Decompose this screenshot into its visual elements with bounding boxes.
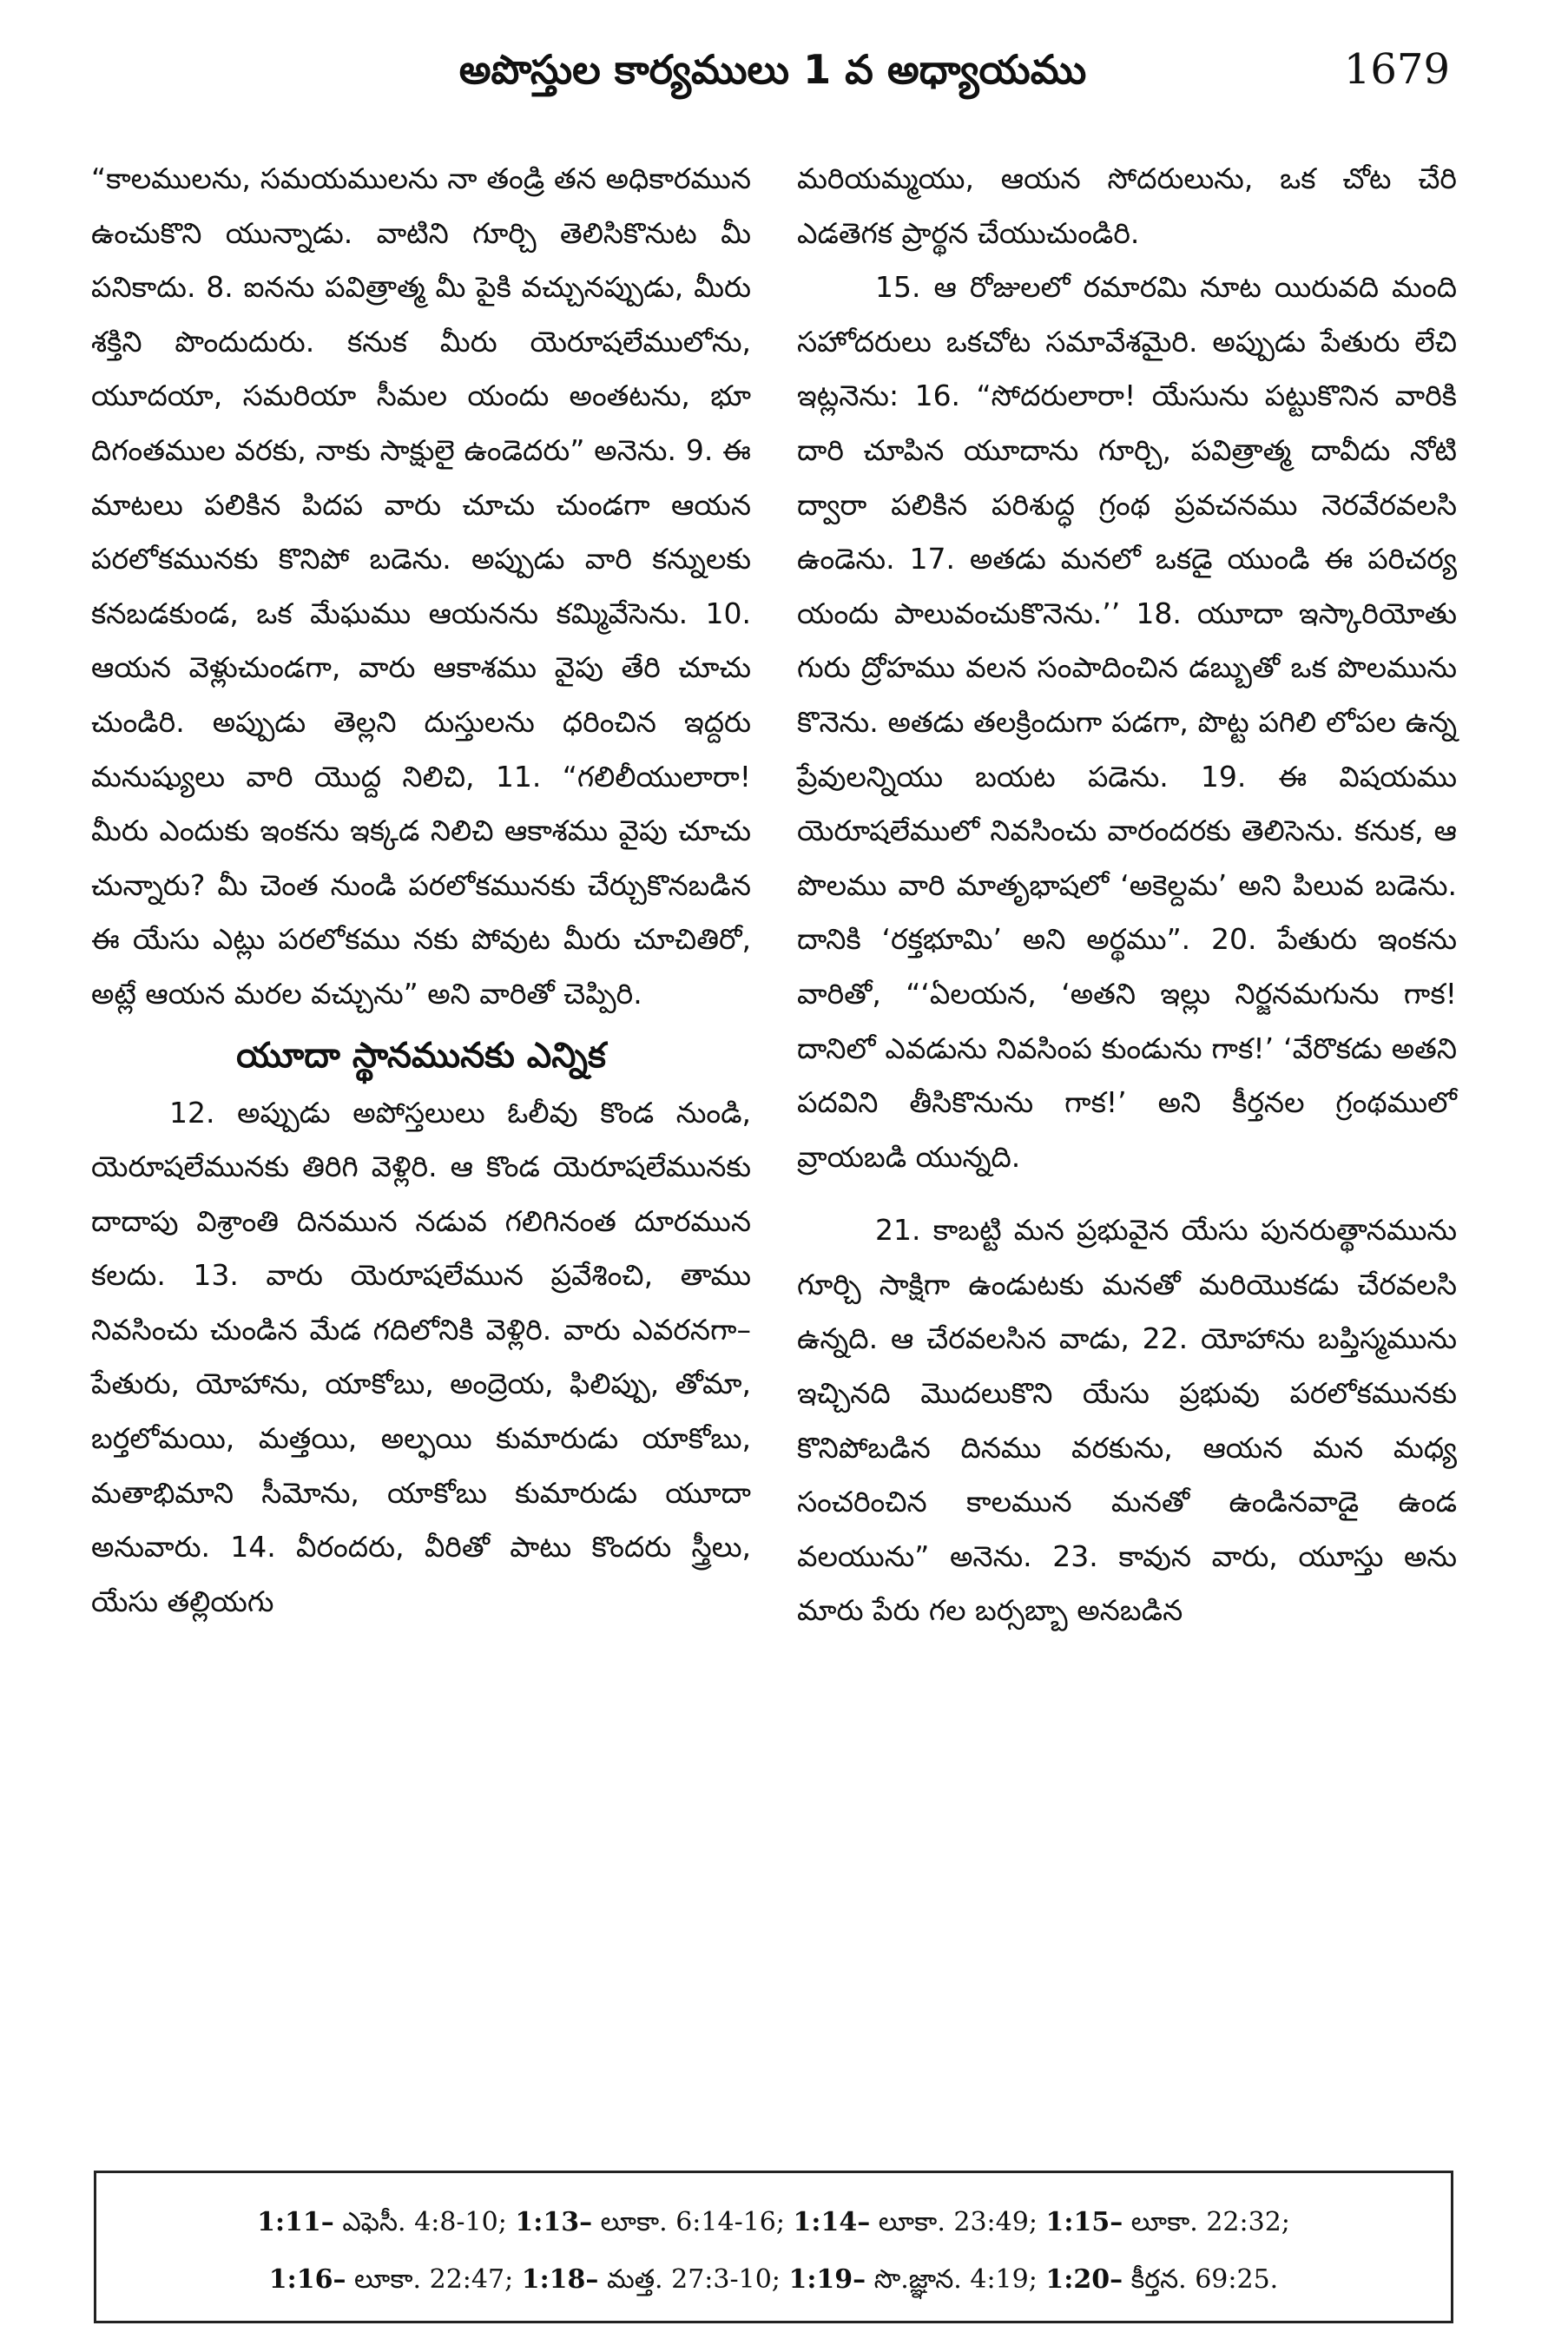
footnote-ref: 1:11– [257,2207,334,2237]
footnote-ref: 1:14– [793,2207,871,2237]
section-heading: యూదా స్థానమునకు ఎన్నిక [236,1035,606,1076]
footnote-text: ఎఫెసీ. 4:8-10; [333,2207,516,2237]
page-number: 1679 [1343,45,1450,94]
footnote-text: మత్త. 27:3-10; [598,2264,789,2295]
footnote-ref: 1:20– [1045,2264,1123,2295]
footnote-ref: 1:15– [1045,2207,1123,2237]
footnote-text: లూకా. 6:14-16; [592,2207,794,2237]
left-column [91,152,751,1629]
paragraph: 12. అప్పుడు అపోస్తలులు ఓలీవు కొండ నుండి, యెరూషలేమునకు తిరిగి వెళ్లిరి. ఆ కొండ యెరూషలేమునకు దాదాపు విశ్రాంతి దినమున నడువ గలిగినంత దూరమున కలదు. 13. వారు యెరూషలేమున ప్రవేశించి, తాము నివసించు చుండిన మేడ గదిలోనికి వెళ్లిరి. వారు ఎవరనగా– పేతురు, యోహాను, యాకోబు, అంద్రెయ, ఫిలిప్పు, తోమా, బర్తలోమయి, మత్తయి, అల్ఫయి కుమారుడు యాకోబు, మతాభిమాని సీమోను, యాకోబు కుమారుడు యూదా అనువారు. 14. వీరందరు, వీరితో పాటు కొందరు స్త్రీలు, యేసు తల్లియగు [91,1095,751,1618]
right-column [797,152,1457,1638]
footnote-text: లూకా. 22:32; [1123,2207,1290,2237]
footnote-ref: 1:19– [788,2264,866,2295]
page-header [96,35,1450,113]
footnote-line [96,2251,1451,2309]
footnote-text: లూకా. 22:47; [346,2264,522,2295]
footnote-ref: 1:13– [515,2207,593,2237]
footnote-box [94,2171,1453,2323]
footnote-ref: 1:16– [268,2264,346,2295]
footnote-text: కీర్తన. 69:25. [1123,2264,1279,2295]
footnote-line [96,2194,1451,2251]
paragraph-gap [797,1184,1457,1203]
paragraph: 15. ఆ రోజులలో రమారమి నూట యిరువది మంది సహోదరులు ఒకచోట సమావేశమైరి. అప్పుడు పేతురు లేచి ఇట్లనెను: 16. “సోదరులారా! యేసును పట్టుకొనిన వారికి దారి చూపిన యూదాను గూర్చి, పవిత్రాత్మ దావీదు నోటి ద్వారా పలికిన పరిశుద్ధ గ్రంథ ప్రవచనము నెరవేరవలసి ఉండెను. 17. అతడు మనలో ఒకడై యుండి ఈ పరిచర్య యందు పాలువంచుకొనెను.’’ 18. యూదా ఇస్కారియోతు గురు ద్రోహము వలన సంపాదించిన డబ్బుతో ఒక పొలమును కొనెను. అతడు తలక్రిందుగా పడగా, పొట్ట పగిలి లోపల ఉన్న ప్రేవులన్నియు బయట పడెను. 19. ఈ విషయము యెరూషలేములో నివసించు వారందరకు తెలిసెను. కనుక, ఆ పొలము వారి మాతృభాషలో ‘అకెల్దమ’ అని పిలువ బడెను. దానికి ‘రక్తభూమి’ అని అర్థము”. 20. పేతురు ఇంకను వారితో, “‘ఏలయన, ‘అతని ఇల్లు నిర్జనమగును గాక! దానిలో ఎవడును నివసింప కుండును గాక!’ ‘వేరొకడు అతని పదవిని తీసికొనును గాక!’ అని కీర్తనల గ్రంథములో వ్రాయబడి యున్నది. [797,270,1457,1174]
paragraph: 21. కాబట్టి మన ప్రభువైన యేసు పునరుత్థానమును గూర్చి సాక్షిగా ఉండుటకు మనతో మరియొకడు చేరవలసి ఉన్నది. ఆ చేరవలసిన వాడు, 22. యోహాను బప్తిస్మమును ఇచ్చినది మొదలుకొని యేసు ప్రభువు పరలోకమునకు కొనిపోబడిన దినము వరకును, ఆయన మన మధ్య సంచరించిన కాలమున మనతో ఉండినవాడై ఉండ వలయును” అనెను. 23. కావున వారు, యూస్తు అను మారు పేరు గల బర్సబ్బా అనబడిన [797,1213,1457,1628]
footnote-text: సొ.జ్ఞాన. 4:19; [866,2264,1046,2295]
footnote-ref: 1:18– [521,2264,599,2295]
running-title: అపొస్తుల కార్యములు 1 వ అధ్యాయము [458,46,1087,93]
footnote-text: లూకా. 23:49; [870,2207,1046,2237]
paragraph: మరియమ్మయు, ఆయన సోదరులును, ఒక చోట చేరి ఎడతెగక ప్రార్థన చేయుచుండిరి. [797,161,1457,250]
paragraph: “కాలములను, సమయములను నా తండ్రి తన అధికారమున ఉంచుకొని యున్నాడు. వాటిని గూర్చి తెలిసికొనుట మీ పనికాదు. 8. ఐనను పవిత్రాత్మ మీ పైకి వచ్చునప్పుడు, మీరు శక్తిని పొందుదురు. కనుక మీరు యెరూషలేములోను, యూదయా, సమరియా సీమల యందు అంతటను, భూ దిగంతముల వరకు, నాకు సాక్షులై ఉండెదరు” అనెను. 9. ఈ మాటలు పలికిన పిదప వారు చూచు చుండగా ఆయన పరలోకమునకు కొనిపో బడెను. అప్పుడు వారి కన్నులకు కనబడకుండ, ఒక మేఘము ఆయనను కమ్మివేసెను. 10. ఆయన వెళ్లుచుండగా, వారు ఆకాశము వైపు తేరి చూచు చుండిరి. అప్పుడు తెల్లని దుస్తులను ధరించిన ఇద్దరు మనుష్యులు వారి యొద్ద నిలిచి, 11. “గలిలీయులారా! మీరు ఎందుకు ఇంకను ఇక్కడ నిలిచి ఆకాశము వైపు చూచు చున్నారు? మీ చెంత నుండి పరలోకమునకు చేర్చుకొనబడిన ఈ యేసు ఎట్లు పరలోకము నకు పోవుట మీరు చూచితిరో, అట్లే ఆయన మరల వచ్చును” అని వారితో చెప్పిరి. [91,161,751,1011]
